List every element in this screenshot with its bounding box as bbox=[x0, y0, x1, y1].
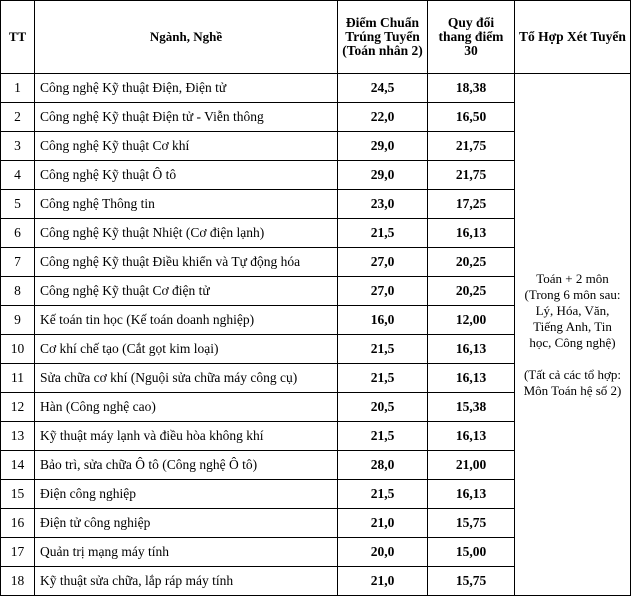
benchmark-score: 21,0 bbox=[338, 509, 428, 538]
program-name: Kỹ thuật sửa chữa, lắp ráp máy tính bbox=[35, 567, 338, 596]
converted-score: 15,00 bbox=[428, 538, 515, 567]
row-number: 10 bbox=[1, 335, 35, 364]
row-number: 3 bbox=[1, 132, 35, 161]
row-number: 1 bbox=[1, 74, 35, 103]
header-combo: Tổ Hợp Xét Tuyển bbox=[515, 1, 631, 74]
converted-score: 17,25 bbox=[428, 190, 515, 219]
converted-score: 15,75 bbox=[428, 509, 515, 538]
header-name: Ngành, Nghề bbox=[35, 1, 338, 74]
benchmark-score: 27,0 bbox=[338, 248, 428, 277]
benchmark-score: 24,5 bbox=[338, 74, 428, 103]
program-name: Công nghệ Kỹ thuật Điện tử - Viễn thông bbox=[35, 103, 338, 132]
program-name: Điện công nghiệp bbox=[35, 480, 338, 509]
benchmark-score: 23,0 bbox=[338, 190, 428, 219]
benchmark-score: 21,5 bbox=[338, 422, 428, 451]
program-name: Bảo trì, sửa chữa Ô tô (Công nghệ Ô tô) bbox=[35, 451, 338, 480]
row-number: 5 bbox=[1, 190, 35, 219]
table-body bbox=[1, 74, 631, 596]
header-row bbox=[1, 1, 631, 74]
benchmark-score: 20,5 bbox=[338, 393, 428, 422]
row-number: 12 bbox=[1, 393, 35, 422]
row-number: 15 bbox=[1, 480, 35, 509]
program-name: Kỹ thuật máy lạnh và điều hòa không khí bbox=[35, 422, 338, 451]
benchmark-score: 16,0 bbox=[338, 306, 428, 335]
benchmark-score: 20,0 bbox=[338, 538, 428, 567]
program-name: Hàn (Công nghệ cao) bbox=[35, 393, 338, 422]
program-name: Công nghệ Kỹ thuật Cơ điện tử bbox=[35, 277, 338, 306]
header-score: Điểm Chuẩn Trúng Tuyển (Toán nhân 2) bbox=[338, 1, 428, 74]
row-number: 8 bbox=[1, 277, 35, 306]
benchmark-score: 21,5 bbox=[338, 364, 428, 393]
header-converted: Quy đổi thang điểm 30 bbox=[428, 1, 515, 74]
benchmark-score: 29,0 bbox=[338, 161, 428, 190]
converted-score: 15,75 bbox=[428, 567, 515, 596]
converted-score: 12,00 bbox=[428, 306, 515, 335]
program-name: Kế toán tin học (Kế toán doanh nghiệp) bbox=[35, 306, 338, 335]
benchmark-score: 28,0 bbox=[338, 451, 428, 480]
converted-score: 16,13 bbox=[428, 335, 515, 364]
converted-score: 21,75 bbox=[428, 132, 515, 161]
program-name: Quản trị mạng máy tính bbox=[35, 538, 338, 567]
program-name: Công nghệ Kỹ thuật Điều khiển và Tự động hóa bbox=[35, 248, 338, 277]
row-number: 11 bbox=[1, 364, 35, 393]
program-name: Công nghệ Kỹ thuật Cơ khí bbox=[35, 132, 338, 161]
row-number: 17 bbox=[1, 538, 35, 567]
benchmark-score: 21,5 bbox=[338, 335, 428, 364]
benchmark-score: 21,5 bbox=[338, 219, 428, 248]
row-number: 13 bbox=[1, 422, 35, 451]
converted-score: 16,13 bbox=[428, 480, 515, 509]
converted-score: 21,00 bbox=[428, 451, 515, 480]
benchmark-score: 21,0 bbox=[338, 567, 428, 596]
row-number: 6 bbox=[1, 219, 35, 248]
program-name: Công nghệ Thông tin bbox=[35, 190, 338, 219]
converted-score: 20,25 bbox=[428, 277, 515, 306]
converted-score: 16,13 bbox=[428, 422, 515, 451]
row-number: 14 bbox=[1, 451, 35, 480]
row-number: 7 bbox=[1, 248, 35, 277]
benchmark-score: 29,0 bbox=[338, 132, 428, 161]
table-row bbox=[1, 74, 631, 103]
row-number: 9 bbox=[1, 306, 35, 335]
header-tt: TT bbox=[1, 1, 35, 74]
benchmark-score: 27,0 bbox=[338, 277, 428, 306]
program-name: Cơ khí chế tạo (Cắt gọt kim loại) bbox=[35, 335, 338, 364]
subject-combination: Toán + 2 môn (Trong 6 môn sau: Lý, Hóa, Văn, Tiếng Anh, Tin học, Công nghệ) (Tất cả các tổ hợp: Môn Toán hệ số 2) bbox=[515, 74, 631, 596]
program-name: Công nghệ Kỹ thuật Điện, Điện tử bbox=[35, 74, 338, 103]
row-number: 2 bbox=[1, 103, 35, 132]
converted-score: 15,38 bbox=[428, 393, 515, 422]
benchmark-score: 21,5 bbox=[338, 480, 428, 509]
program-name: Công nghệ Kỹ thuật Ô tô bbox=[35, 161, 338, 190]
row-number: 16 bbox=[1, 509, 35, 538]
program-name: Điện tử công nghiệp bbox=[35, 509, 338, 538]
row-number: 4 bbox=[1, 161, 35, 190]
converted-score: 21,75 bbox=[428, 161, 515, 190]
converted-score: 18,38 bbox=[428, 74, 515, 103]
converted-score: 16,13 bbox=[428, 364, 515, 393]
converted-score: 16,50 bbox=[428, 103, 515, 132]
program-name: Sửa chữa cơ khí (Nguội sửa chữa máy công cụ) bbox=[35, 364, 338, 393]
benchmark-score: 22,0 bbox=[338, 103, 428, 132]
program-name: Công nghệ Kỹ thuật Nhiệt (Cơ điện lạnh) bbox=[35, 219, 338, 248]
converted-score: 20,25 bbox=[428, 248, 515, 277]
converted-score: 16,13 bbox=[428, 219, 515, 248]
row-number: 18 bbox=[1, 567, 35, 596]
